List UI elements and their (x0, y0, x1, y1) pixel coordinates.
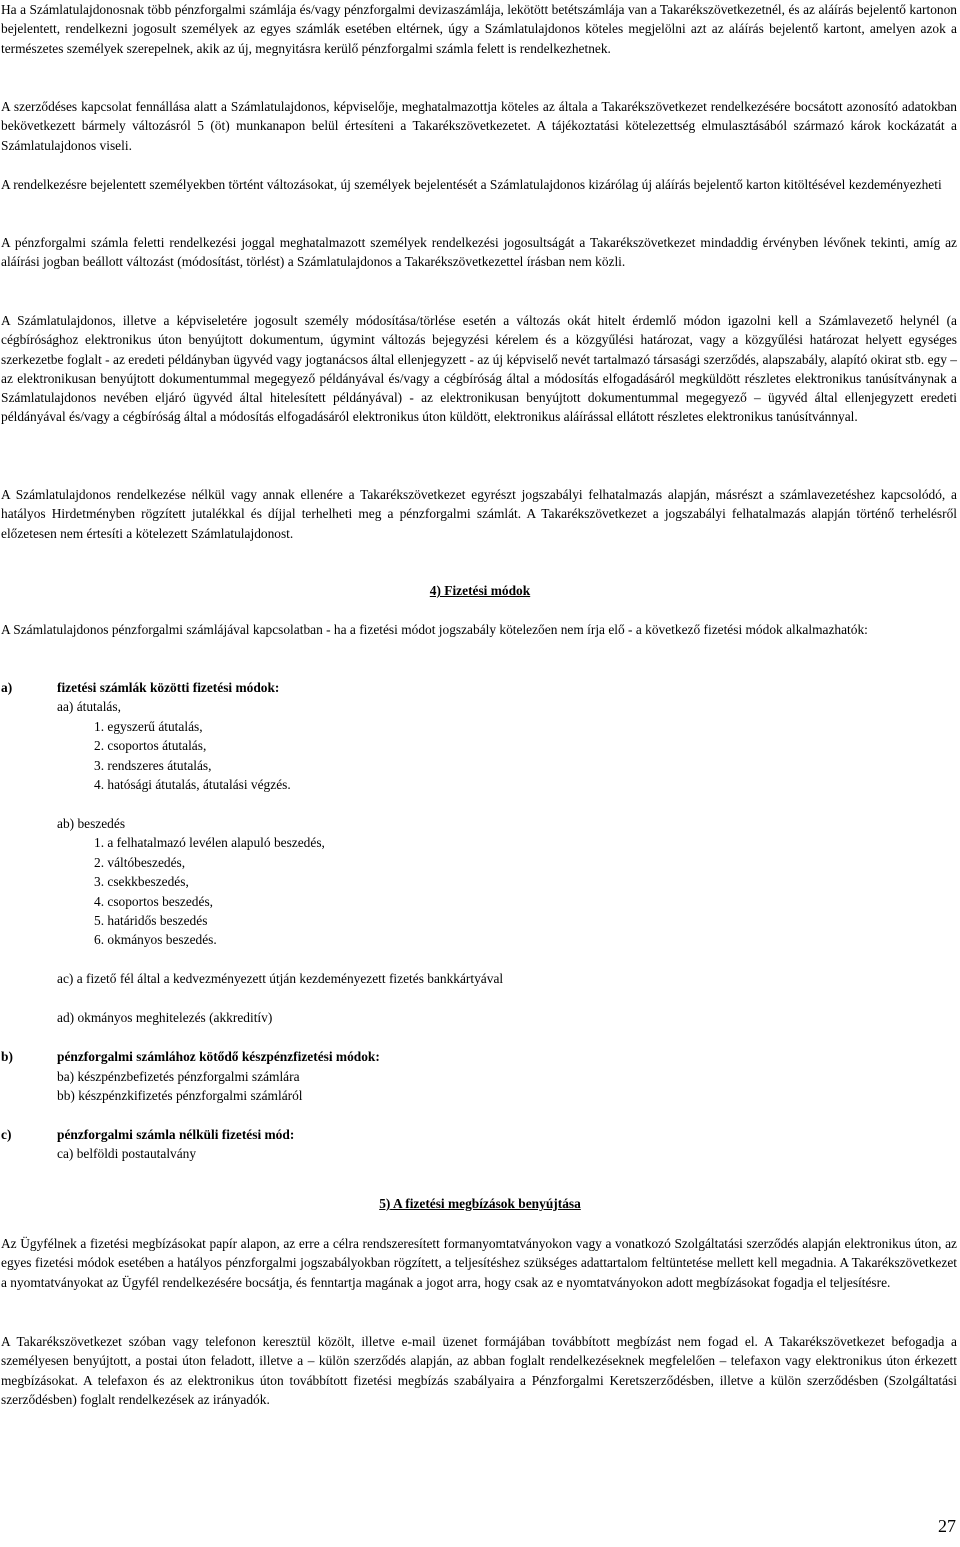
paragraph-multiple-accounts: Ha a Számlatulajdonosnak több pénzforgalmi számlája és/vagy pénzforgalmi devizaszámlája, lekötött betétszámlája van a Takarékszövetkezetnél, és az aláírás bejelentő kartonon bejelentett, rendelkezni jogosult személyek az egyes számlák esetében eltérnek, úgy a Számlatulajdonos köteles megjelölni azt az aláírás bejelentő kartont, amelyen azok a természetes személyek szerepelnek, akik az új, megnyitásra kerülő pénzforgalmi számla felett is rendelkezhetnek. (1, 2, 957, 56)
section-b-letter: b) (1, 1049, 13, 1064)
section-a-letter: a) (1, 680, 13, 695)
ad-item: ad) okmányos meghitelezés (akkreditív) (57, 1010, 273, 1025)
section-5-title: A fizetési megbízások benyújtása (392, 1196, 581, 1211)
list-item: 1. a felhatalmazó levélen alapuló beszedés, (94, 835, 325, 850)
paragraph-account-debiting: A Számlatulajdonos rendelkezése nélkül vagy annak ellenére a Takarékszövetkezet egyrészt jogszabályi felhatalmazás alapján, másrészt a számlavezetéshez kapcsolódó, a hatályos Hirdetményben rögzített jutalékkal és díjjal terhelheti meg a pénzforgalmi számlát. A Takarékszövetkezet a jogszabályi felhatalmazás alapján történő terhelésről előzetesen nem értesíti a kötelezett Számlatulajdonost. (1, 487, 957, 541)
list-item: ba) készpénzbefizetés pénzforgalmi számlára (57, 1069, 300, 1084)
list-item: 2. csoportos átutalás, (94, 738, 207, 753)
paragraph-new-signatories: A rendelkezésre bejelentett személyekben történt változásokat, új személyek bejelentését a Számlatulajdonos kizárólag új aláírás bejelentő karton kitöltésével kezdeményezheti (1, 177, 942, 192)
section-a-title: fizetési számlák közötti fizetési módok: (57, 680, 280, 695)
paragraph-representative-change: A Számlatulajdonos, illetve a képviseletére jogosult személy módosítása/törlése esetén a változás okát hitelt érdemlő módon igazolni kell a Számlavezető helynél (a cégbírósághoz elektronikus úton benyújtott dokumentum, úgymint változás bejegyzési kérelem és a közgyűlési határozat, vagy a közgyűlési határozat helyett egységes szerkezetbe foglalt - az eredeti példányban ügyvéd vagy jogtanácsos által ellenjegyzett - az új képviselő nevét tartalmazó társasági szerződés, alapszabály, alapító okirat stb. egy – az elektronikusan benyújtott dokumentummal megegyező példányával és/vagy a cégbíróság által a módosítás elfogadásáról megküldött részletes elektronikus tanúsítványnak a Számlatulajdonos nevében eljáró ügyvéd által hitelesített példányával) - az elektronikusan benyújtott dokumentummal megegyező – ügyvéd által ellenjegyzett eredeti példányával és/vagy a cégbíróság által a módosítás elfogadásáról elektronikus úton küldött, elektronikus aláírással ellátott részletes elektronikus tanúsítvánnyal. (1, 313, 957, 425)
list-item: bb) készpénzkifizetés pénzforgalmi számláról (57, 1088, 303, 1103)
list-item: 2. váltóbeszedés, (94, 855, 186, 870)
list-item: 6. okmányos beszedés. (94, 932, 217, 947)
list-item: 1. egyszerű átutalás, (94, 719, 203, 734)
list-item: 4. hatósági átutalás, átutalási végzés. (94, 777, 291, 792)
aa-title: aa) átutalás, (57, 699, 121, 714)
list-item: 5. határidős beszedés (94, 913, 208, 928)
section-5-number: 5) (379, 1196, 391, 1211)
list-item: 3. rendszeres átutalás, (94, 758, 212, 773)
paragraph-authorization-validity: A pénzforgalmi számla feletti rendelkezési joggal meghatalmazott személyek rendelkezési jogosultságát a Takarékszövetkezet mindaddig érvényben lévőnek tekinti, amíg az aláírási jogban beállott változást (módosítást, törlést) a Számlatulajdonos a Takarékszövetkezettel írásban nem közli. (1, 235, 957, 270)
list-item: 4. csoportos beszedés, (94, 894, 213, 909)
ac-item: ac) a fizető fél által a kedvezményezett útján kezdeményezett fizetés bankkártyával (57, 971, 504, 986)
paragraph-order-submission: Az Ügyfélnek a fizetési megbízásokat papír alapon, az erre a célra rendszeresített formanyomtatványokon vagy a vonatkozó Szolgáltatási szerződés alapján elektronikus úton, az egyes fizetési módok esetében a hatályos pénzforgalmi jogszabályokban rögzített, a teljesítéshez szükséges adattartalom feltüntetése mellett kell megadnia. A Takarékszövetkezet a nyomtatványokat az Ügyfél rendelkezésére bocsátja, és fenntartja magának a jogot arra, hogy csak az e nyomtatványokon adott megbízásokat fogadja el teljesítésre. (1, 1236, 957, 1290)
paragraph-accepted-channels: A Takarékszövetkezet szóban vagy telefonon keresztül közölt, illetve e-mail üzenet formájában továbbított megbízást nem fogad el. A Takarékszövetkezet befogadja a személyesen benyújtott, a postai úton feladott, illetve a – külön szerződés alapján, az abban foglalt rendelkezéseknek megfelelően – telefaxon vagy elektronikus úton érkezett megbízásokat. A telefaxon és az elektronikus úton továbbított fizetési megbízás szabályaira a Pénzforgalmi Keretszerződésben, illetve a külön szerződésben (Szolgáltatási szerződésben) foglalt rendelkezések az irányadók. (1, 1334, 957, 1407)
list-item: ca) belföldi postautalvány (57, 1146, 197, 1161)
ab-title: ab) beszedés (57, 816, 126, 831)
paragraph-data-change-notification: A szerződéses kapcsolat fennállása alatt a Számlatulajdonos, képviselője, meghatalmazottja köteles az általa a Takarékszövetkezet rendelkezésére bocsátott azonosító adatokban bekövetkezett bármely változásról 5 (öt) munkanapon belül értesíteni a Takarékszövetkezetet. A tájékoztatási kötelezettség elmulasztásából származó károk kockázatát a Számlatulajdonos viseli. (1, 99, 957, 153)
page-number: 27 (938, 1516, 956, 1536)
section-c-letter: c) (1, 1127, 12, 1142)
section-5-heading (0, 1194, 960, 1213)
section-4-intro: A Számlatulajdonos pénzforgalmi számlájával kapcsolatban - ha a fizetési módot jogszabály kötelezően nem írja elő - a következő fizetési módok alkalmazhatók: (1, 622, 868, 637)
section-4-heading: 4) Fizetési módok (429, 583, 531, 598)
section-b-title: pénzforgalmi számlához kötődő készpénzfizetési módok: (57, 1049, 380, 1064)
list-item: 3. csekkbeszedés, (94, 874, 189, 889)
section-c-title: pénzforgalmi számla nélküli fizetési mód: (57, 1127, 295, 1142)
